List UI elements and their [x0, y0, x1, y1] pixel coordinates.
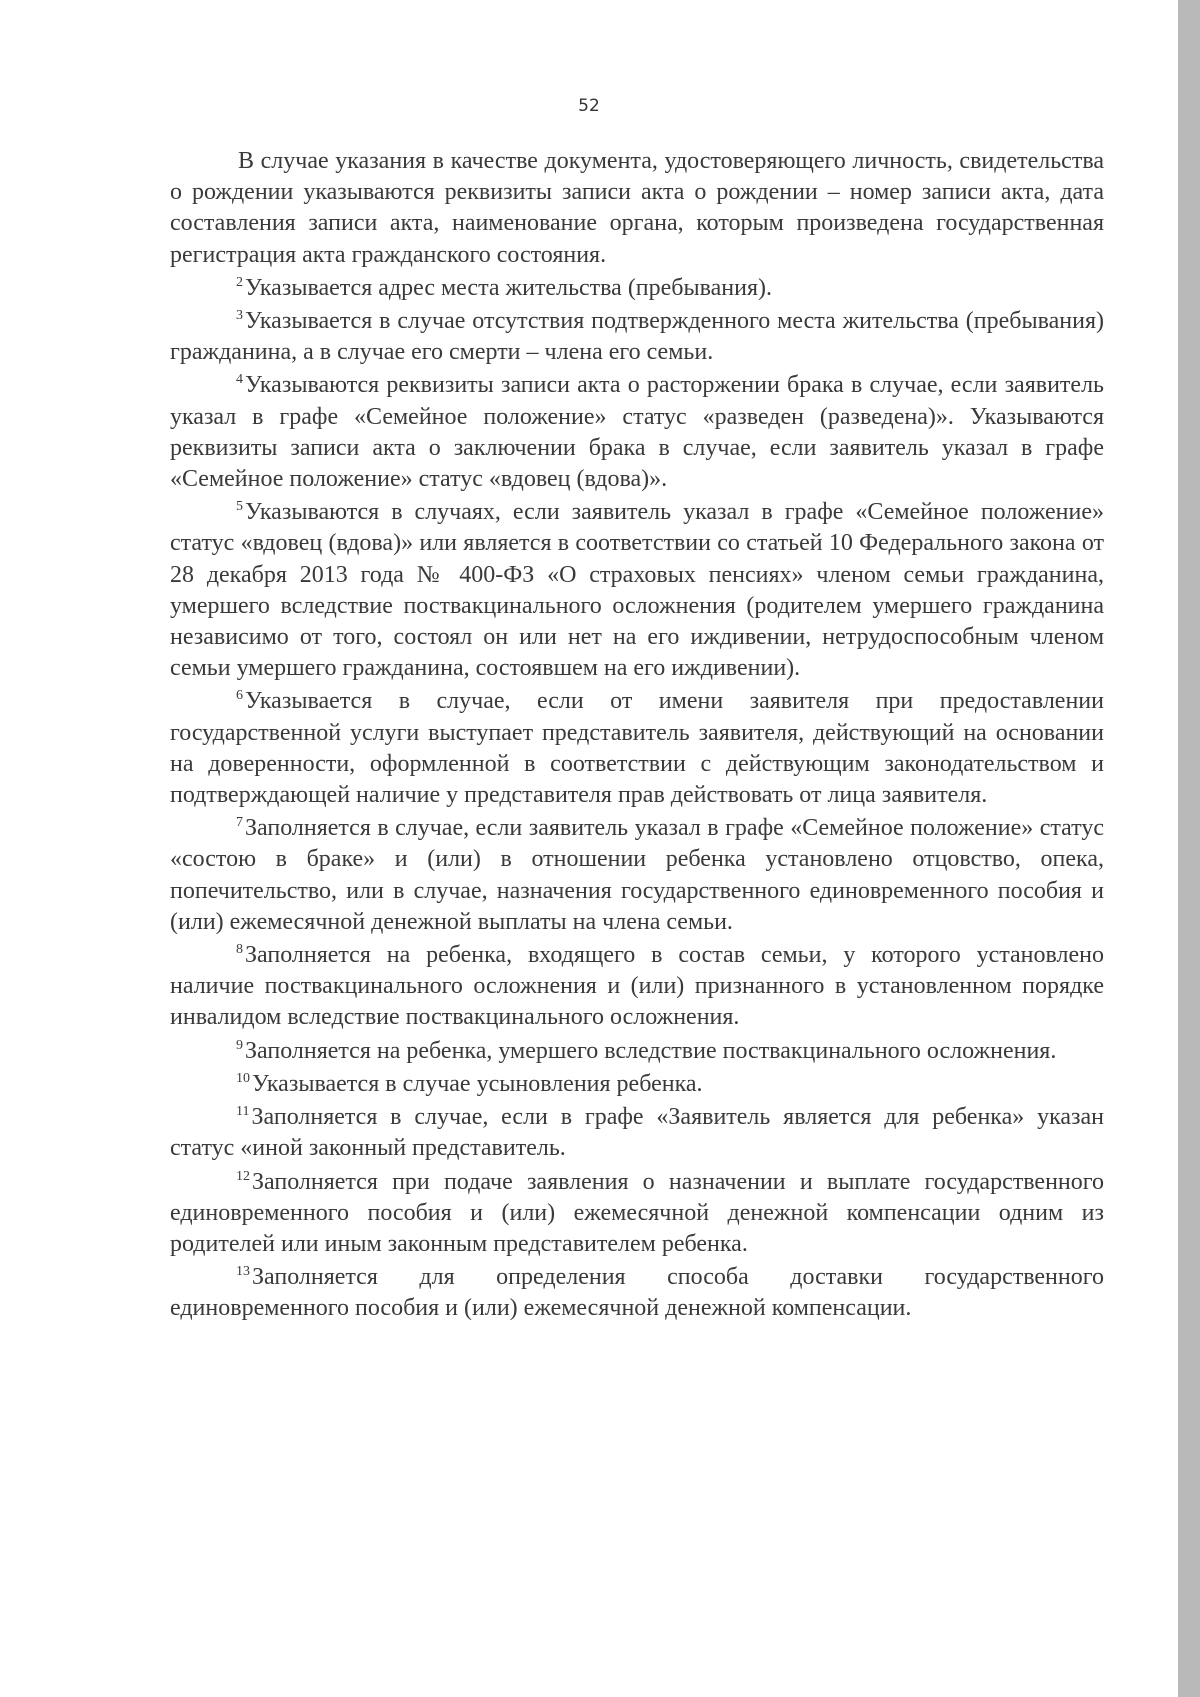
page-number: 52 — [578, 96, 600, 116]
paragraph-text: В случае указания в качестве документа, удостоверяющего личность, свидетельства о рождении указываются реквизиты записи акта о рождении – номер записи акта, дата составления записи акта, наименование органа, которым произведена государственная регистрация акта гражданского состояния. — [170, 148, 1104, 268]
footnote-text: Указывается в случае, если от имени заявителя при предоставлении государственной услуги выступает представитель заявителя, действующий на основании на доверенности, оформленной в соответствии с действующим законодательством и подтверждающей наличие у представителя прав действовать от лица заявителя. — [170, 688, 1104, 809]
footnote-8 — [170, 940, 1104, 1034]
footnote-number: 5 — [236, 499, 243, 515]
footnote-text: Указывается в случае усыновления ребенка. — [252, 1070, 703, 1097]
footnote-9 — [170, 1036, 1104, 1067]
footnote-4 — [170, 370, 1104, 495]
footnote-number: 11 — [236, 1104, 250, 1120]
footnote-text: Заполняется на ребенка, умершего вследствие поствакцинального осложнения. — [245, 1037, 1057, 1064]
footnote-text: Заполняется в случае, если заявитель указал в графе «Семейное положение» статус «состою в браке» и (или) в отношении ребенка установлено отцовство, опека, попечительство, или в случае, назначения государственного единовременного пособия и (или) ежемесячной денежной выплаты на члена семьи. — [170, 815, 1104, 935]
footnote-number: 9 — [236, 1037, 243, 1053]
footnote-text: Указывается в случае отсутствия подтвержденного места жительства (пребывания) гражданина, а в случае его смерти – члена его семьи. — [170, 308, 1104, 366]
footnote-number: 4 — [236, 372, 243, 388]
footnote-number: 13 — [236, 1264, 250, 1280]
footnote-7 — [170, 813, 1104, 938]
footnote-text: Указываются в случаях, если заявитель указал в графе «Семейное положение» статус «вдовец (вдова)» или является в соответствии со статьей 10 Федерального закона от 28 декабря 2013 года № 400-ФЗ «О страховых пенсиях» членом семьи гражданина, умершего вследствие поствакцинального осложнения (родителем умершего гражданина независимо от того, состоял он или нет на его иждивении, нетрудоспособным членом семьи умершего гражданина, состоявшем на его иждивении). — [170, 499, 1104, 682]
footnote-2 — [170, 273, 1104, 304]
footnote-number: 2 — [236, 274, 243, 290]
footnote-text: Заполняется на ребенка, входящего в состав семьи, у которого установлено наличие поствакцинального осложнения и (или) признанного в установленном порядке инвалидом вследствие поствакцинального осложнения. — [170, 942, 1104, 1031]
footnote-text: Указывается адрес места жительства (пребывания). — [245, 274, 773, 301]
footnote-13 — [170, 1262, 1104, 1324]
footnote-text: Заполняется для определения способа доставки государственного единовременного пособия и (или) ежемесячной денежной компенсации. — [170, 1264, 1104, 1322]
footnote-number: 6 — [236, 688, 243, 704]
footnote-number: 8 — [236, 942, 243, 958]
scan-edge — [1178, 0, 1200, 1697]
footnote-number: 3 — [236, 308, 243, 324]
footnote-5 — [170, 497, 1104, 684]
footnote-6 — [170, 686, 1104, 811]
footnote-12 — [170, 1167, 1104, 1261]
footnote-text: Заполняется в случае, если в графе «Заявитель является для ребенка» указан статус «иной законный представитель. — [170, 1104, 1104, 1162]
footnote-10 — [170, 1069, 1104, 1100]
footnote-text: Указываются реквизиты записи акта о расторжении брака в случае, если заявитель указал в графе «Семейное положение» статус «разведен (разведена)». Указываются реквизиты записи акта о заключении брака в случае, если заявитель указал в графе «Семейное положение» статус «вдовец (вдова)». — [170, 372, 1104, 493]
footnote-11 — [170, 1102, 1104, 1164]
footnotes-text — [170, 146, 1104, 1327]
footnote-text: Заполняется при подаче заявления о назначении и выплате государственного единовременного пособия и (или) ежемесячной денежной компенсации одним из родителей или иным законным представителем ребенка. — [170, 1168, 1104, 1257]
footnote-number: 7 — [236, 815, 243, 831]
footnote-3 — [170, 306, 1104, 368]
paragraph-continuation — [170, 146, 1104, 271]
footnote-number: 10 — [236, 1070, 250, 1086]
footnote-number: 12 — [236, 1168, 250, 1184]
